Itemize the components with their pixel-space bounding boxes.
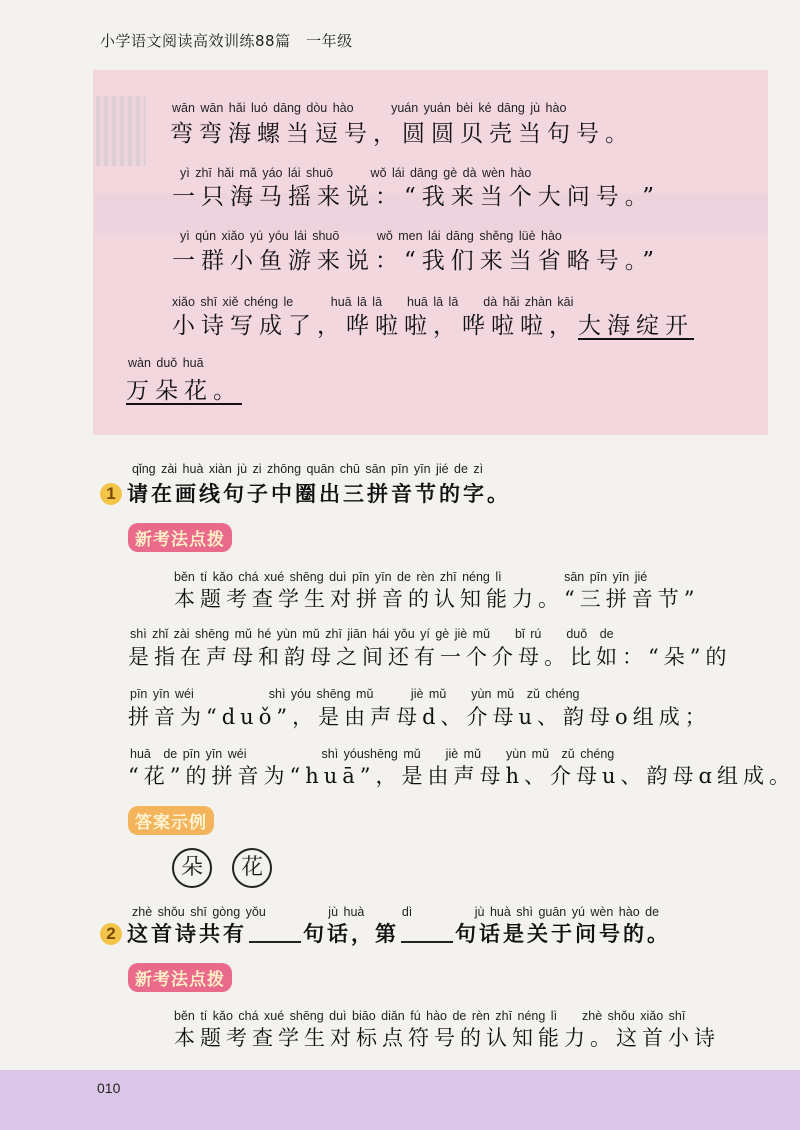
- poem-pinyin-3: yì qún xiǎo yú yóu lái shuō wǒ men lái dāng shěng lüè hào: [180, 229, 562, 243]
- q1-tip-line-2: 是指在声母和韵母之间还有一个介母。比如：“朵”的: [128, 645, 732, 669]
- q2-tip-label: 新考法点拨: [128, 963, 232, 992]
- q1-tip-pinyin-2: shì zhǐ zài shēng mǔ hé yùn mǔ zhī jiān hái yǒu yí gè jiè mǔ bǐ rú duǒ de: [130, 627, 614, 641]
- footer-band: [0, 1070, 800, 1130]
- poem-line-4: [172, 307, 694, 340]
- q2-pinyin: zhè shǒu shī gòng yǒu jù huà dì jù huà shì guān yú wèn hào de: [132, 905, 660, 919]
- q1-tip-label: 新考法点拨: [128, 523, 232, 552]
- poem-line-2: 一只海马摇来说：“我来当个大问号。”: [172, 184, 661, 210]
- q2-text-c: 句话是关于问号的。: [455, 922, 671, 946]
- q2-tip-pinyin: běn tí kǎo chá xué shēng duì biāo diǎn fú hào de rèn zhī néng lì zhè shǒu xiǎo shī: [174, 1009, 686, 1023]
- q1-pinyin: qǐng zài huà xiàn jù zi zhōng quān chū sān pīn yīn jié de zì: [132, 462, 484, 476]
- q1-tip-line-3: 拼音为“duǒ”，是由声母d、介母u、韵母o组成；: [128, 705, 711, 729]
- q2-number-badge: 2: [100, 923, 122, 945]
- answer-circle-hua: 花: [232, 848, 272, 888]
- bleed-through-qr: [96, 96, 146, 166]
- poem-pinyin-1: wān wān hǎi luó dāng dòu hào yuán yuán bèi ké dāng jù hào: [172, 101, 567, 115]
- q1-answer-label: 答案示例: [128, 806, 214, 835]
- q2-text-a: 这首诗共有: [127, 922, 247, 946]
- underlined-sentence-end: 万朵花。: [126, 378, 242, 404]
- poem-pinyin-5: wàn duǒ huā: [128, 356, 204, 370]
- q1-tip-line-1: 本题考查学生对拼音的认知能力。“三拼音节”: [174, 587, 700, 611]
- underlined-sentence-start: 大海绽开: [578, 313, 694, 339]
- q1-question: [100, 478, 511, 508]
- page-number: 010: [97, 1080, 121, 1096]
- poem-line-1: 弯弯海螺当逗号，圆圆贝壳当句号。: [170, 121, 634, 147]
- poem-pinyin-2: yì zhī hǎi mǎ yáo lái shuō wǒ lái dāng gè dà wèn hào: [180, 166, 532, 180]
- answer-circle-duo: 朵: [172, 848, 212, 888]
- q2-blank-2[interactable]: [401, 923, 453, 943]
- q2-tip-line: 本题考查学生对标点符号的认知能力。这首小诗: [174, 1026, 720, 1050]
- q1-tip-line-4: “花”的拼音为“huā”，是由声母h、介母u、韵母ɑ组成。: [128, 764, 796, 788]
- q1-tip-pinyin-4: huā de pīn yīn wéi shì yóushēng mǔ jiè mǔ yùn mǔ zǔ chéng: [130, 747, 615, 761]
- q1-text: 请在画线句子中圈出三拼音节的字。: [127, 482, 511, 506]
- q2-blank-1[interactable]: [249, 923, 301, 943]
- q1-number-badge: 1: [100, 483, 122, 505]
- poem-line-4-text: 小诗写成了，哗啦啦，哗啦啦，: [172, 313, 578, 339]
- book-title: 小学语文阅读高效训练88篇 一年级: [100, 32, 353, 50]
- q1-tip-pinyin-1: běn tí kǎo chá xué shēng duì pīn yīn de rèn zhī néng lì sān pīn yīn jié: [174, 570, 648, 584]
- q2-question: [100, 918, 671, 948]
- q1-tip-pinyin-3: pīn yīn wéi shì yóu shēng mǔ jiè mǔ yùn mǔ zǔ chéng: [130, 687, 580, 701]
- q2-text-b: 句话，第: [303, 922, 399, 946]
- poem-pinyin-4: xiǎo shī xiě chéng le huā lā lā huā lā lā dà hǎi zhàn kāi: [172, 295, 574, 309]
- poem-line-3: 一群小鱼游来说：“我们来当省略号。”: [172, 248, 661, 274]
